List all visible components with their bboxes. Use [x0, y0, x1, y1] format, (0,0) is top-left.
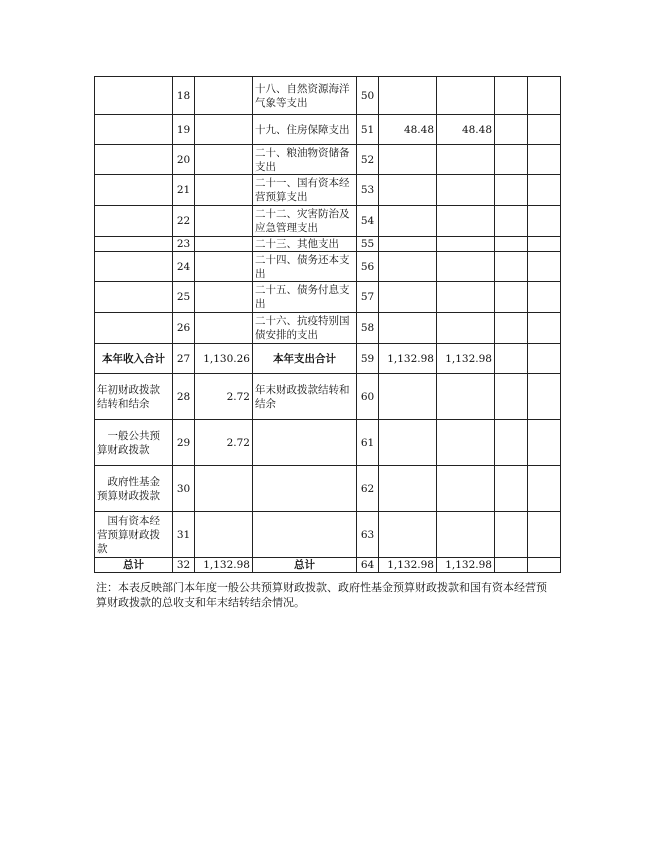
income-line-number: 30 [173, 466, 195, 512]
fund-budget-amount [495, 466, 528, 512]
state-capital-amount [528, 420, 561, 466]
state-capital-amount [528, 237, 561, 252]
fund-budget-amount [495, 206, 528, 237]
income-item-cell: 总计 [95, 558, 173, 573]
income-line-number: 24 [173, 252, 195, 282]
general-budget-amount: 1,132.98 [437, 344, 495, 374]
expense-total-amount: 1,132.98 [379, 344, 437, 374]
income-item-cell: 本年收入合计 [95, 344, 173, 374]
expense-item-cell: 二十四、债务还本支出 [253, 252, 357, 282]
income-line-number: 22 [173, 206, 195, 237]
expense-total-amount [379, 145, 437, 175]
expense-item-cell: 本年支出合计 [253, 344, 357, 374]
table-row [95, 558, 561, 573]
state-capital-amount [528, 344, 561, 374]
expense-total-amount: 48.48 [379, 115, 437, 145]
expense-total-amount [379, 466, 437, 512]
general-budget-amount [437, 512, 495, 558]
expense-total-amount [379, 313, 437, 344]
state-capital-amount [528, 374, 561, 420]
income-amount [195, 206, 253, 237]
table-row [95, 420, 561, 466]
table-row [95, 237, 561, 252]
general-budget-amount [437, 420, 495, 466]
income-line-number: 32 [173, 558, 195, 573]
expense-item-cell: 总计 [253, 558, 357, 573]
income-amount [195, 77, 253, 115]
state-capital-amount [528, 558, 561, 573]
income-line-number: 21 [173, 175, 195, 206]
income-amount [195, 466, 253, 512]
expense-line-number: 59 [357, 344, 379, 374]
expense-item-cell: 年末财政拨款结转和结余 [253, 374, 357, 420]
expense-line-number: 61 [357, 420, 379, 466]
general-budget-amount [437, 282, 495, 313]
expense-line-number: 55 [357, 237, 379, 252]
income-item-cell [95, 77, 173, 115]
state-capital-amount [528, 115, 561, 145]
general-budget-amount [437, 237, 495, 252]
income-amount: 2.72 [195, 374, 253, 420]
state-capital-amount [528, 252, 561, 282]
income-item-cell [95, 115, 173, 145]
table-row [95, 466, 561, 512]
expense-total-amount [379, 175, 437, 206]
general-budget-amount [437, 77, 495, 115]
general-budget-amount [437, 313, 495, 344]
income-item-cell [95, 252, 173, 282]
income-line-number: 31 [173, 512, 195, 558]
fund-budget-amount [495, 145, 528, 175]
fund-budget-amount [495, 420, 528, 466]
state-capital-amount [528, 282, 561, 313]
income-item-cell [95, 282, 173, 313]
income-line-number: 26 [173, 313, 195, 344]
expense-item-cell [253, 512, 357, 558]
expense-total-amount [379, 512, 437, 558]
state-capital-amount [528, 77, 561, 115]
expense-item-cell: 二十六、抗疫特别国债安排的支出 [253, 313, 357, 344]
income-item-cell [95, 175, 173, 206]
income-item-cell: 一般公共预算财政拨款 [95, 420, 173, 466]
expense-total-amount: 1,132.98 [379, 558, 437, 573]
expense-total-amount [379, 374, 437, 420]
income-item-cell [95, 313, 173, 344]
income-amount [195, 237, 253, 252]
expense-item-cell: 二十一、国有资本经营预算支出 [253, 175, 357, 206]
fund-budget-amount [495, 175, 528, 206]
general-budget-amount: 1,132.98 [437, 558, 495, 573]
fund-budget-amount [495, 252, 528, 282]
expense-total-amount [379, 237, 437, 252]
income-amount: 1,130.26 [195, 344, 253, 374]
income-line-number: 20 [173, 145, 195, 175]
expense-item-cell [253, 420, 357, 466]
income-line-number: 18 [173, 77, 195, 115]
income-line-number: 27 [173, 344, 195, 374]
income-amount: 2.72 [195, 420, 253, 466]
income-line-number: 23 [173, 237, 195, 252]
expense-line-number: 53 [357, 175, 379, 206]
income-line-number: 28 [173, 374, 195, 420]
income-amount [195, 313, 253, 344]
income-item-cell: 年初财政拨款结转和结余 [95, 374, 173, 420]
table-row [95, 344, 561, 374]
income-amount: 1,132.98 [195, 558, 253, 573]
expense-line-number: 54 [357, 206, 379, 237]
state-capital-amount [528, 175, 561, 206]
income-line-number: 29 [173, 420, 195, 466]
income-amount [195, 115, 253, 145]
expense-total-amount [379, 420, 437, 466]
expense-line-number: 62 [357, 466, 379, 512]
table-row [95, 77, 561, 115]
expense-item-cell: 二十三、其他支出 [253, 237, 357, 252]
fund-budget-amount [495, 344, 528, 374]
table-row [95, 252, 561, 282]
income-item-cell: 政府性基金预算财政拨款 [95, 466, 173, 512]
fund-budget-amount [495, 115, 528, 145]
expense-total-amount [379, 252, 437, 282]
state-capital-amount [528, 512, 561, 558]
fund-budget-amount [495, 558, 528, 573]
expense-line-number: 57 [357, 282, 379, 313]
table-footnote: 注：本表反映部门本年度一般公共预算财政拨款、政府性基金预算财政拨款和国有资本经营预算财政拨款的总收支和年末结转结余情况。 [96, 581, 547, 609]
fund-budget-amount [495, 77, 528, 115]
income-item-cell [95, 206, 173, 237]
general-budget-amount [437, 374, 495, 420]
income-line-number: 19 [173, 115, 195, 145]
fund-budget-amount [495, 313, 528, 344]
expense-item-cell: 二十五、债务付息支出 [253, 282, 357, 313]
expense-item-cell: 十九、住房保障支出 [253, 115, 357, 145]
expense-item-cell: 十八、自然资源海洋气象等支出 [253, 77, 357, 115]
table-row [95, 313, 561, 344]
general-budget-amount: 48.48 [437, 115, 495, 145]
income-amount [195, 145, 253, 175]
income-item-cell [95, 237, 173, 252]
general-budget-amount [437, 466, 495, 512]
fund-budget-amount [495, 512, 528, 558]
fund-budget-amount [495, 282, 528, 313]
expense-line-number: 60 [357, 374, 379, 420]
expense-total-amount [379, 206, 437, 237]
income-amount [195, 282, 253, 313]
expense-line-number: 56 [357, 252, 379, 282]
state-capital-amount [528, 145, 561, 175]
expense-line-number: 63 [357, 512, 379, 558]
expense-item-cell: 二十、粮油物资储备支出 [253, 145, 357, 175]
income-line-number: 25 [173, 282, 195, 313]
state-capital-amount [528, 466, 561, 512]
expense-total-amount [379, 77, 437, 115]
table-row [95, 175, 561, 206]
expense-item-cell: 二十二、灾害防治及应急管理支出 [253, 206, 357, 237]
expense-item-cell [253, 466, 357, 512]
table-row [95, 282, 561, 313]
general-budget-amount [437, 145, 495, 175]
state-capital-amount [528, 206, 561, 237]
table-row [95, 206, 561, 237]
income-amount [195, 252, 253, 282]
income-item-cell [95, 145, 173, 175]
general-budget-amount [437, 206, 495, 237]
fund-budget-amount [495, 237, 528, 252]
income-amount [195, 512, 253, 558]
table-row [95, 115, 561, 145]
state-capital-amount [528, 313, 561, 344]
general-budget-amount [437, 175, 495, 206]
fiscal-allocation-table [94, 76, 561, 573]
expense-line-number: 52 [357, 145, 379, 175]
table-row [95, 374, 561, 420]
table-row [95, 145, 561, 175]
general-budget-amount [437, 252, 495, 282]
expense-line-number: 51 [357, 115, 379, 145]
income-item-cell: 国有资本经营预算财政拨款 [95, 512, 173, 558]
expense-line-number: 58 [357, 313, 379, 344]
fund-budget-amount [495, 374, 528, 420]
table-row [95, 512, 561, 558]
expense-line-number: 50 [357, 77, 379, 115]
expense-line-number: 64 [357, 558, 379, 573]
expense-total-amount [379, 282, 437, 313]
income-amount [195, 175, 253, 206]
